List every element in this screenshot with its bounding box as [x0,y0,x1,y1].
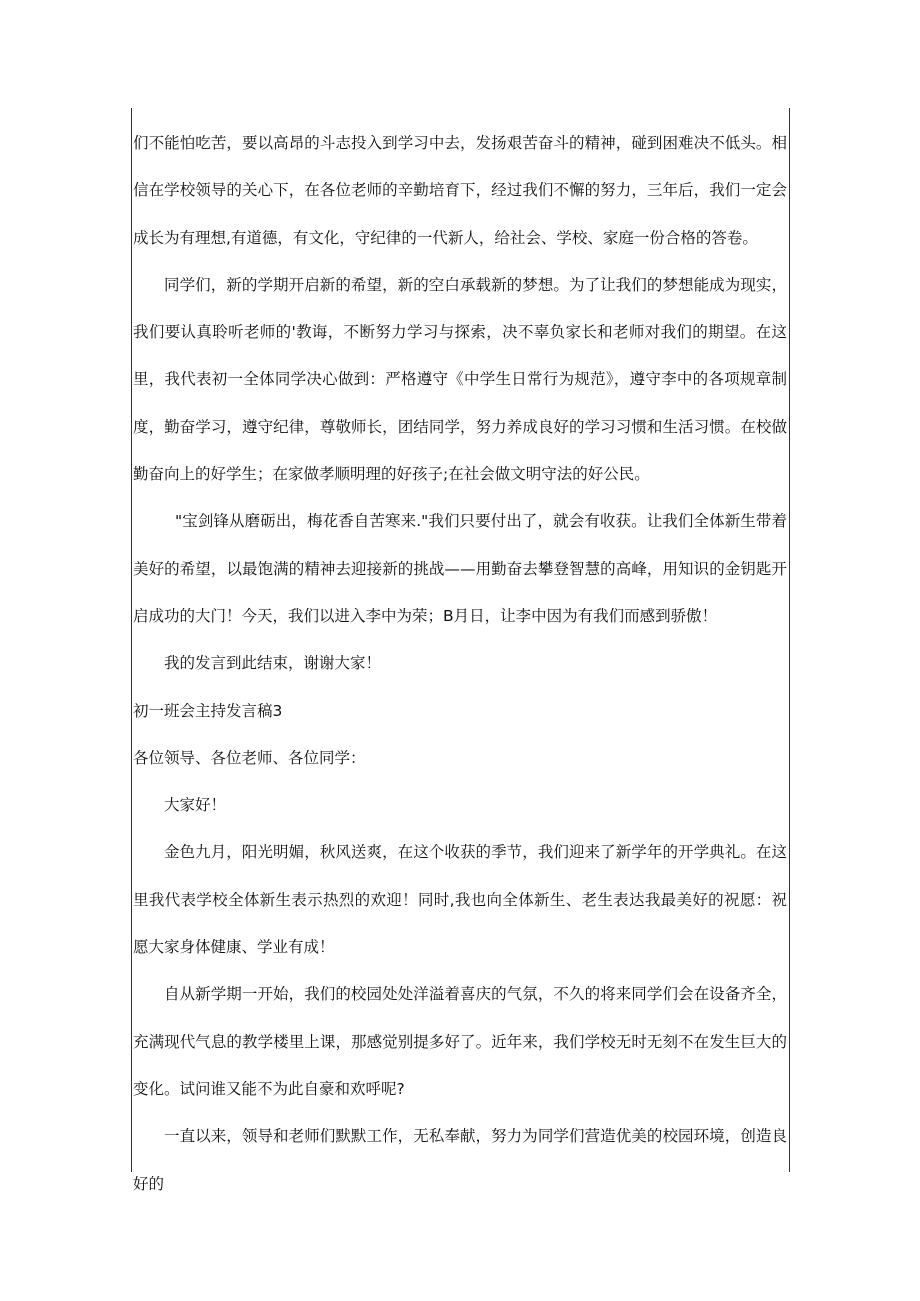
greeting: 大家好！ [164,796,227,815]
paragraph-resolution: 同学们，新的学期开启新的希望，新的空白承载新的梦想。为了让我们的梦想能成为现实，我们要认真聆听老师的'教诲，不断努力学习与探索，决不辜负家长和老师对我们的期望。在这里，我代表初一全体同学决心做到：严格遵守《中学生日常行为规范》，遵守李中的各项规章制度，勤奋学习，遵守纪律，尊敬师长，团结同学，努力养成良好的学习习惯和生活习惯。在校做勤奋向上的好学生；在家做孝顺明理的好孩子;在社会做文明守法的好公民。 [133,275,787,484]
paragraph-closing: 我的发言到此结束，谢谢大家！ [164,654,382,673]
paragraph-welcome: 金色九月，阳光明媚，秋风送爽，在这个收获的季节，我们迎来了新学年的开学典礼。在这里我代表学校全体新生表示热烈的欢迎！同时,我也向全体新生、老生表达我最美好的祝愿：祝愿大家身体健康、学业有成！ [133,843,787,957]
paragraph-teachers: 一直以来，领导和老师们默默工作，无私奉献，努力为同学们营造优美的校园环境，创造良好的 [133,1127,787,1193]
paragraph-quote: "宝剑锋从磨砺出，梅花香自苦寒来."我们只要付出了，就会有收获。让我们全体新生带着美好的希望，以最饱满的精神去迎接新的挑战——用勤奋去攀登智慧的高峰，用知识的金钥匙开启成功的大门！今天，我们以进入李中为荣；B月日，让李中因为有我们而感到骄傲！ [133,512,787,625]
paragraph-continuation: 们不能怕吃苦，要以高昂的斗志投入到学习中去，发扬艰苦奋斗的精神，碰到困难决不低头。相信在学校领导的关心下，在各位老师的辛勤培育下，经过我们不懈的努力，三年后，我们一定会成长为有理想,有道德，有文化，守纪律的一代新人，给社会、学校、家庭一份合格的答卷。 [133,134,787,247]
document-body [133,120,787,1208]
left-margin-rule [131,108,132,1172]
section-heading: 初一班会主持发言稿3 [133,701,283,720]
paragraph-campus: 自从新学期一开始，我们的校园处处洋溢着喜庆的气氛，不久的将来同学们会在设备齐全，充满现代气息的教学楼里上课，那感觉别提多好了。近年来，我们学校无时无刻不在发生巨大的变化。试问谁又能不为此自豪和欢呼呢? [133,985,787,1098]
salutation: 各位领导、各位老师、各位同学： [133,748,366,767]
right-margin-rule [789,108,790,1172]
